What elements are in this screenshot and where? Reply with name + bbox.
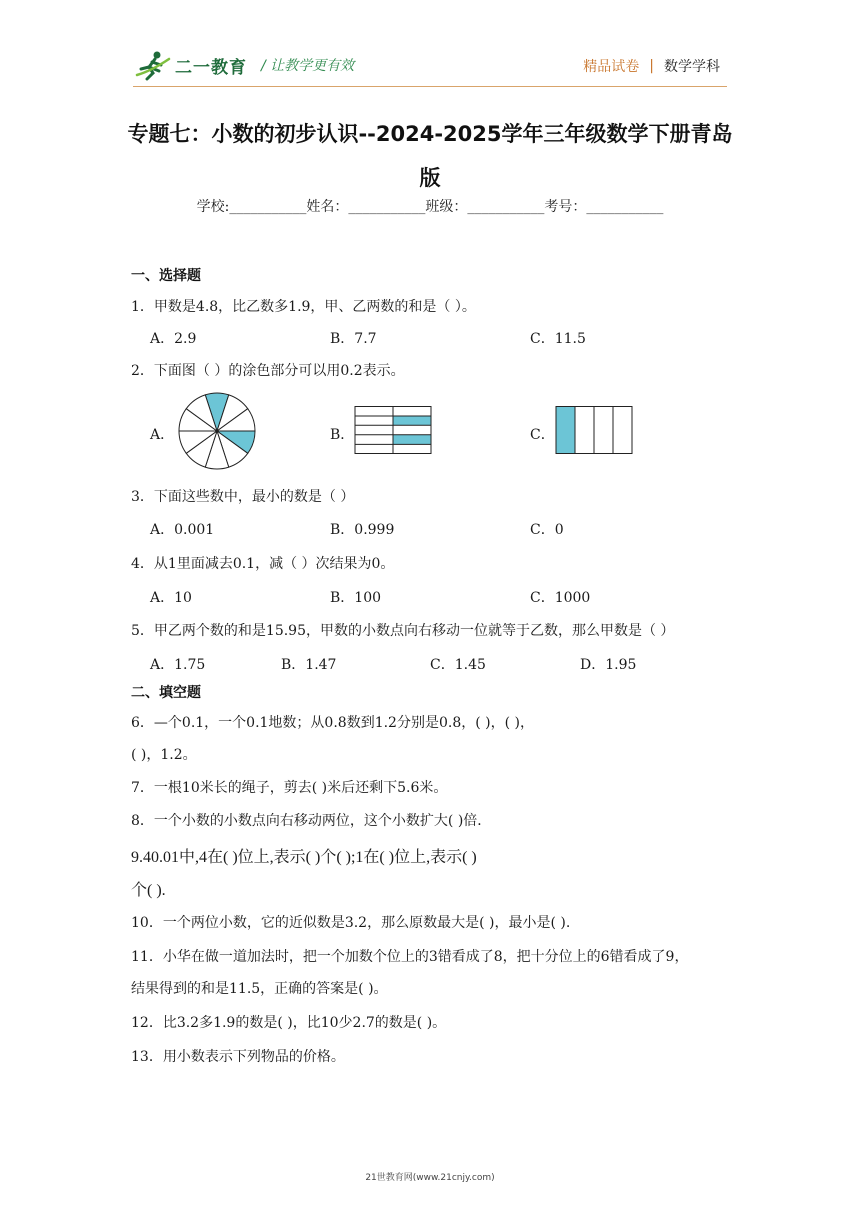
q3-option-a: A．0.001 [150,522,215,538]
question-5: 5．甲乙两个数的和是15.95，甲数的小数点向右移动一位就等于乙数，那么甲数是（ ） [131,623,675,639]
q3-option-c: C．0 [530,522,564,538]
logo-slogan: / 让教学更有效 [261,58,355,74]
question-1: 1．甲数是4.8，比乙数多1.9，甲、乙两数的和是（ ）。 [131,299,476,315]
q5-option-d: D．1.95 [580,657,637,673]
question-6-line-2: ( )，1.2。 [131,747,197,763]
q2-option-b: B． [330,427,355,443]
question-11-line-2: 结果得到的和是11.5，正确的答案是( )。 [131,981,388,997]
q4-option-a: A．10 [150,590,192,606]
question-9-line-2: 个( ). [131,882,166,899]
logo-text: 二一教育 [175,57,247,78]
q1-option-b: B．7.7 [330,331,377,347]
title-line-1: 专题七：小数的初步认识--2024-2025学年三年级数学下册青岛 [127,122,733,146]
question-10: 10．一个两位小数，它的近似数是3.2，那么原数最大是( )，最小是( ). [131,915,571,931]
header-separator: | [649,58,654,74]
grid-shaded-cell-1 [393,416,431,426]
question-2: 2．下面图（ ）的涂色部分可以用0.2表示。 [131,363,405,379]
question-7: 7．一根10米长的绳子，剪去( )米后还剩下5.6米。 [131,780,448,796]
q2-option-c: C． [530,427,555,443]
runner-logo-icon [133,49,173,81]
pie-figure [179,393,255,469]
q4-option-c: C．1000 [530,590,591,606]
q2-grid-figure [354,406,432,454]
q5-option-b: B．1.47 [281,657,337,673]
q5-option-c: C．1.45 [430,657,486,673]
q1-option-c: C．11.5 [530,331,586,347]
section-choice-heading: 一、选择题 [131,268,201,284]
question-3: 3．下面这些数中，最小的数是（ ） [131,489,355,505]
q1-option-a: A．2.9 [150,331,197,347]
question-6-line-1: 6．—个0.1，一个0.1地数；从0.8数到1.2分别是0.8，( )，( )， [131,715,534,731]
q4-option-b: B．100 [330,590,382,606]
q2-strip-figure [555,406,633,454]
student-info-line: 学校:___________姓名：___________班级：___________考号：___________ [196,199,664,215]
question-4: 4．从1里面减去0.1，减（ ）次结果为0。 [131,556,395,572]
q2-option-a: A． [150,427,175,443]
header-divider [133,86,727,87]
question-12: 12．比3.2多1.9的数是( )，比10少2.7的数是( )。 [131,1015,447,1031]
strip-shaded-cell [556,407,575,454]
question-9-line-1: 9.40.01中,4在( )位上,表示( )个( );1在( )位上,表示( ) [131,849,477,866]
header-right [583,56,720,76]
section-fill-heading: 二、填空题 [131,685,201,701]
header-subject: 数学学科 [664,59,720,75]
brand-logo [133,48,354,82]
footer-text: 21世教育网(www.21cnjy.com) [365,1173,495,1183]
page-title [100,112,760,200]
grid-shaded-cell-2 [393,435,431,445]
title-line-2: 版 [419,166,441,190]
question-13: 13．用小数表示下列物品的价格。 [131,1049,345,1065]
question-8: 8．一个小数的小数点向右移动两位，这个小数扩大( )倍． [131,813,492,829]
question-11-line-1: 11．小华在做一道加法时，把一个加数个位上的3错看成了8，把十分位上的6错看成了9， [131,949,689,965]
q2-circle-figure [176,391,258,471]
header-tag: 精品试卷 [583,59,640,75]
q3-option-b: B．0.999 [330,522,395,538]
q5-option-a: A．1.75 [150,657,206,673]
